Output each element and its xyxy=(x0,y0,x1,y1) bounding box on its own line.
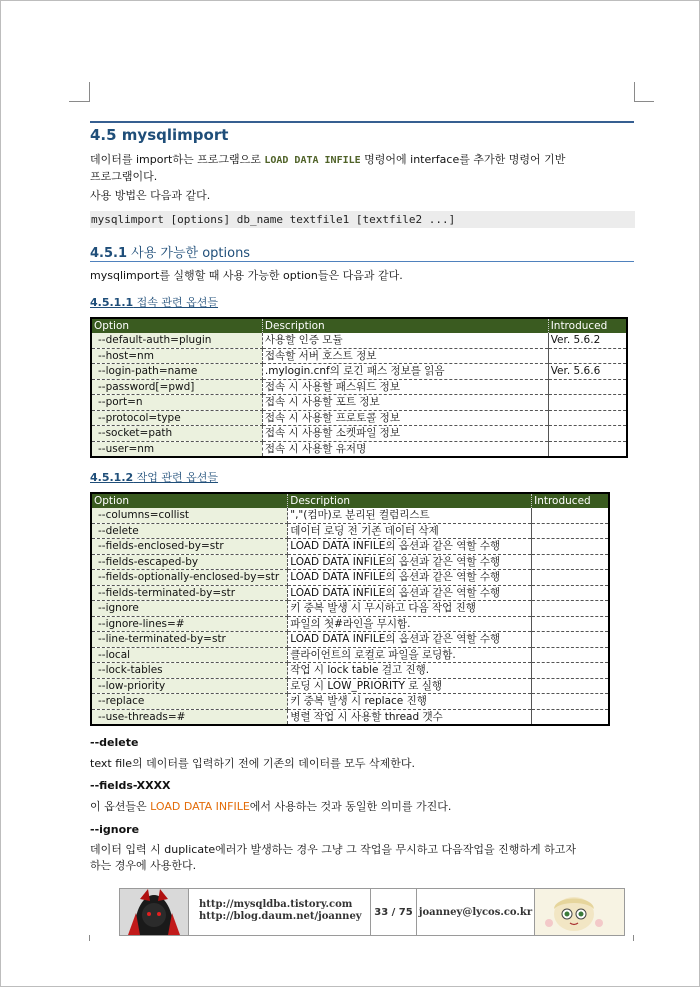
description-cell: 파일의 첫#라인을 무시함. xyxy=(288,616,532,632)
introduced-cell xyxy=(532,523,609,539)
table-row xyxy=(91,554,609,570)
option-cell: --line-terminated-by=str xyxy=(91,632,288,648)
introduced-cell: Ver. 5.6.2 xyxy=(548,333,627,348)
introduced-cell xyxy=(548,379,627,395)
delete-option-text: text file의 데이터를 입력하기 전에 기존의 데이터를 모두 삭제한다. xyxy=(90,757,415,770)
description-cell: ","(컴마)로 분리된 컬럼리스트 xyxy=(288,508,532,523)
option-cell: --low-priority xyxy=(91,678,288,694)
description-cell: 키 중복 발생 시 무시하고 다음 작업 진행 xyxy=(288,601,532,617)
introduced-cell xyxy=(532,678,609,694)
section-title: 4.5 mysqlimport xyxy=(90,126,229,144)
subsection-intro: mysqlimport를 실행할 때 사용 가능한 option들은 다음과 같다. xyxy=(90,269,403,282)
connection-heading-number: 4.5.1.1 xyxy=(90,296,134,309)
table-row xyxy=(91,694,609,710)
introduced-cell xyxy=(532,647,609,663)
table-row xyxy=(91,616,609,632)
description-cell: 접속 시 사용할 유저명 xyxy=(262,441,548,457)
option-cell: --columns=collist xyxy=(91,508,288,523)
introduced-cell xyxy=(548,395,627,411)
description-cell: 접속 시 사용할 패스워드 정보 xyxy=(262,379,548,395)
option-cell: --user=nm xyxy=(91,441,262,457)
ignore-text-line2: 하는 경우에 사용한다. xyxy=(90,859,197,872)
work-heading-text: 작업 관련 옵션들 xyxy=(133,471,219,484)
introduced-cell xyxy=(532,632,609,648)
crop-mark-top-left-v xyxy=(89,82,90,102)
fields-text-after: 에서 사용하는 것과 동일한 의미를 가진다. xyxy=(249,800,452,813)
option-cell: --local xyxy=(91,647,288,663)
usage-label: 사용 방법은 다음과 같다. xyxy=(90,189,211,202)
option-cell: --fields-terminated-by=str xyxy=(91,585,288,601)
footer-email[interactable]: joanney@lycos.co.kr xyxy=(417,889,535,935)
option-cell: --ignore-lines=# xyxy=(91,616,288,632)
table-row xyxy=(91,632,609,648)
subsection-number: 4.5.1 xyxy=(90,246,128,261)
ignore-option-title: --ignore xyxy=(90,823,140,836)
connection-heading-text: 접속 관련 옵션들 xyxy=(133,296,219,309)
delete-option-title: --delete xyxy=(90,736,139,749)
description-cell: 클라이언트의 로컬로 파일을 로딩함. xyxy=(288,647,532,663)
introduced-cell xyxy=(532,585,609,601)
footer-url-tistory[interactable]: http://mysqldba.tistory.com xyxy=(199,899,353,910)
table-row xyxy=(91,333,627,348)
crop-mark-top-right-h xyxy=(634,101,654,102)
table-row xyxy=(91,364,627,380)
usage-code-block: mysqlimport [options] db_name textfile1 [textfile2 ...] xyxy=(90,211,635,228)
option-cell: --login-path=name xyxy=(91,364,262,380)
work-heading-number: 4.5.1.2 xyxy=(90,471,134,484)
introduced-cell xyxy=(548,410,627,426)
option-cell: --use-threads=# xyxy=(91,709,288,725)
description-cell: LOAD DATA INFILE의 옵션과 같은 역할 수행 xyxy=(288,632,532,648)
work-options-heading xyxy=(90,469,218,485)
table-row xyxy=(91,678,609,694)
introduced-cell xyxy=(532,554,609,570)
mascot-image xyxy=(535,889,624,935)
table-row xyxy=(91,395,627,411)
option-cell: --password[=pwd] xyxy=(91,379,262,395)
fields-option-title: --fields-XXXX xyxy=(90,779,171,792)
crop-mark-bottom-right-v xyxy=(633,935,634,941)
introduced-cell xyxy=(532,709,609,725)
option-cell: --replace xyxy=(91,694,288,710)
description-cell: 접속할 서버 호스트 정보 xyxy=(262,348,548,364)
option-cell: --socket=path xyxy=(91,426,262,442)
description-cell: 사용할 인증 모듈 xyxy=(262,333,548,348)
table-row xyxy=(91,570,609,586)
description-cell: LOAD DATA INFILE의 옵션과 같은 역할 수행 xyxy=(288,539,532,555)
option-cell: --delete xyxy=(91,523,288,539)
table-row xyxy=(91,508,609,523)
section-intro xyxy=(90,152,565,185)
fields-option-text xyxy=(90,799,451,815)
work-options-table xyxy=(90,492,610,726)
table-row xyxy=(91,539,609,555)
subsection-title-text: 사용 가능한 options xyxy=(127,246,251,261)
page-footer xyxy=(119,888,625,936)
table-row xyxy=(91,709,609,725)
introduced-cell xyxy=(532,616,609,632)
connection-options-table xyxy=(90,317,628,458)
footer-urls xyxy=(189,889,371,935)
table-header-row xyxy=(91,493,609,508)
table-header-row xyxy=(91,318,627,333)
introduced-cell xyxy=(548,426,627,442)
table-row xyxy=(91,663,609,679)
page-number: 33 / 75 xyxy=(371,889,417,935)
subsection-rule xyxy=(90,261,634,262)
intro-text-after: 명령어에 interface를 추가한 명령어 기반 xyxy=(360,153,566,166)
option-cell: --fields-optionally-enclosed-by=str xyxy=(91,570,288,586)
description-cell: 접속 시 사용할 포트 정보 xyxy=(262,395,548,411)
description-cell: LOAD DATA INFILE의 옵션과 같은 역할 수행 xyxy=(288,585,532,601)
mascot-character-icon xyxy=(535,889,613,935)
introduced-cell xyxy=(548,348,627,364)
table-row xyxy=(91,410,627,426)
introduced-cell xyxy=(532,508,609,523)
table-row xyxy=(91,348,627,364)
introduced-cell xyxy=(532,539,609,555)
description-cell: 키 중복 발생 시 replace 진행 xyxy=(288,694,532,710)
option-cell: --lock-tables xyxy=(91,663,288,679)
table-row xyxy=(91,647,609,663)
option-cell: --port=n xyxy=(91,395,262,411)
description-cell: 작업 시 lock table 걸고 진행. xyxy=(288,663,532,679)
header-introduced: Introduced xyxy=(548,318,627,333)
table-row xyxy=(91,585,609,601)
option-cell: --fields-enclosed-by=str xyxy=(91,539,288,555)
top-rule xyxy=(90,121,634,123)
introduced-cell xyxy=(548,441,627,457)
connection-options-heading xyxy=(90,294,218,310)
option-cell: --protocol=type xyxy=(91,410,262,426)
table-row xyxy=(91,601,609,617)
description-cell: LOAD DATA INFILE의 옵션과 같은 역할 수행 xyxy=(288,554,532,570)
introduced-cell xyxy=(532,601,609,617)
option-cell: --fields-escaped-by xyxy=(91,554,288,570)
option-cell: --ignore xyxy=(91,601,288,617)
table-row xyxy=(91,441,627,457)
dark-character-icon xyxy=(120,889,188,935)
description-cell: 접속 시 사용할 소켓파일 정보 xyxy=(262,426,548,442)
description-cell: .mylogin.cnf의 로긴 패스 정보를 읽음 xyxy=(262,364,548,380)
description-cell: LOAD DATA INFILE의 옵션과 같은 역할 수행 xyxy=(288,570,532,586)
introduced-cell xyxy=(532,694,609,710)
introduced-cell xyxy=(532,570,609,586)
description-cell: 접속 시 사용할 프로토콜 정보 xyxy=(262,410,548,426)
fields-text-highlight: LOAD DATA INFILE xyxy=(150,800,250,813)
description-cell: 병렬 작업 시 사용할 thread 갯수 xyxy=(288,709,532,725)
introduced-cell xyxy=(532,663,609,679)
footer-url-daum[interactable]: http://blog.daum.net/joanney xyxy=(199,911,362,922)
header-option: Option xyxy=(91,318,262,333)
description-cell: 데이터 로딩 전 기존 데이터 삭제 xyxy=(288,523,532,539)
description-cell: 로딩 시 LOW_PRIORITY 로 실행 xyxy=(288,678,532,694)
option-cell: --default-auth=plugin xyxy=(91,333,262,348)
author-character-image xyxy=(120,889,189,935)
table-row xyxy=(91,523,609,539)
table-row xyxy=(91,426,627,442)
table-row xyxy=(91,379,627,395)
header-description: Description xyxy=(288,493,532,508)
header-option: Option xyxy=(91,493,288,508)
ignore-text-line1: 데이터 입력 시 duplicate에러가 발생하는 경우 그냥 그 작업을 무시하고 다음작업을 진행하게 하고자 xyxy=(90,843,577,856)
intro-text-line2: 프로그램이다. xyxy=(90,170,158,183)
fields-text-before: 이 옵션들은 xyxy=(90,800,151,813)
intro-code-keyword: LOAD DATA INFILE xyxy=(264,155,361,166)
ignore-option-text xyxy=(90,842,576,874)
crop-mark-top-left-h xyxy=(69,101,89,102)
header-introduced: Introduced xyxy=(532,493,609,508)
introduced-cell: Ver. 5.6.6 xyxy=(548,364,627,380)
crop-mark-top-right-v xyxy=(634,82,635,102)
crop-mark-bottom-left-v xyxy=(89,935,90,941)
subsection-title xyxy=(90,242,250,261)
intro-text: 데이터를 import하는 프로그램으로 xyxy=(90,153,265,166)
option-cell: --host=nm xyxy=(91,348,262,364)
header-description: Description xyxy=(262,318,548,333)
